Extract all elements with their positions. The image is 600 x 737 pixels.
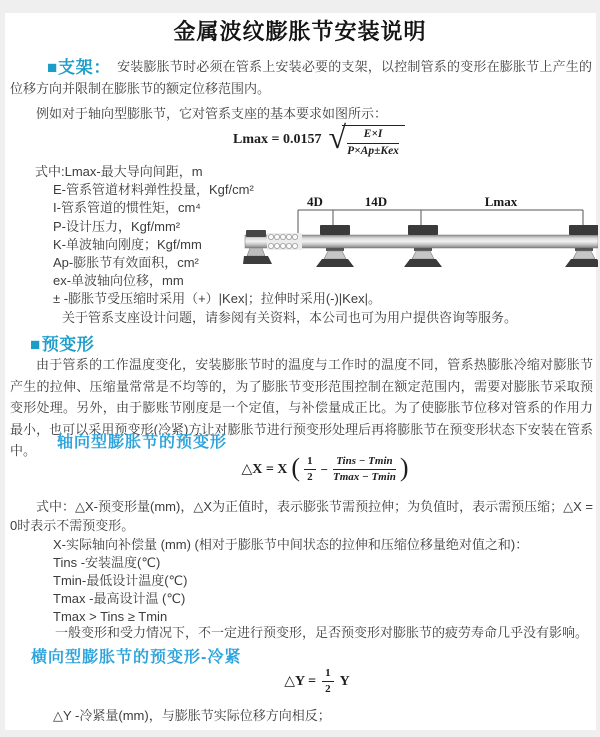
fraction-denominator: P×Ap±Kex <box>347 144 399 157</box>
dim-label-lmax: Lmax <box>484 194 518 209</box>
formula-rhs: Y <box>339 673 350 689</box>
lateral-formula <box>17 667 600 696</box>
fraction-denominator: 2 <box>325 683 331 696</box>
dim-label-4d: 4D <box>307 194 323 209</box>
page-margin-right <box>596 0 600 737</box>
sqrt-expression <box>328 119 405 159</box>
lateral-subheading: 横向型膨胀节的预变形-冷紧 <box>31 649 242 666</box>
fraction-numerator: E×I <box>347 128 399 144</box>
formula-fraction <box>347 128 399 159</box>
axial-formula <box>25 455 600 484</box>
formula-lhs: Lmax = 0.0157 <box>233 132 322 148</box>
definition-item: K-单波轴向刚度；Kgf/mm <box>53 236 202 252</box>
pipe-support-diagram <box>243 192 598 292</box>
fraction-numerator: 1 <box>322 667 334 682</box>
definition-item: P-设计压力，Kgf/mm² <box>53 218 181 234</box>
definition-item: Tins -安装温度(℃) <box>53 555 161 570</box>
definition-item: 式中:Lmax-最大导向间距，m <box>35 164 203 179</box>
predeform-section-heading <box>30 330 94 355</box>
support-example-line: 例如对于轴向型膨胀节，它对管系支座的基本要求如图所示： <box>36 106 388 121</box>
radicand <box>342 125 405 159</box>
definition-item: X-实际轴向补偿量 (mm) (相对于膨胀节中间状态的拉伸和压缩位移量绝对值之和)： <box>53 537 529 552</box>
fraction-denominator: Tmax − Tmin <box>333 471 396 484</box>
definition-item: ex-单波轴向位移，mm <box>53 273 184 289</box>
dim-label-14d: 14D <box>364 194 388 209</box>
minus-sign: − <box>320 461 328 477</box>
radical-sign-icon: √ <box>328 119 347 155</box>
temperature-fraction <box>333 455 396 484</box>
half-fraction <box>304 455 316 484</box>
close-paren: ) <box>399 453 409 483</box>
page-margin-bottom <box>0 730 600 737</box>
definition-item: E-管系管道材料弹性投量，Kgf/cm² <box>53 182 254 198</box>
definition-item: ± -膨胀节受压缩时采用（+）|Kex|；拉伸时采用(-)|Kex|。 <box>53 291 381 307</box>
definition-item: I-管系管道的惯性矩，cm⁴ <box>53 200 201 216</box>
lmax-formula <box>19 119 600 159</box>
axial-subheading: 轴向型膨胀节的预变形 <box>57 434 228 451</box>
page-title: 金属波纹膨胀节安装说明 <box>173 19 427 44</box>
axial-note: 一般变形和受力情况下，不一定进行预变形，足否预变形对膨胀节的疲劳寿命几乎没有影响。 <box>55 625 589 640</box>
support-intro-text: 安装膨胀节时必须在管系上安装必要的支架，以控制管系的变形在膨胀节上产生的位移方向并限制在膨胀节的额定位移范围内。 <box>10 59 592 96</box>
support-section-heading: 支架： <box>57 58 112 77</box>
axial-definitions-list <box>53 536 528 626</box>
bellows-icon <box>267 233 302 250</box>
predeform-paragraph: 由于管系的工作温度变化，安装膨胀节时的温度与工作时的温度不同，管系热膨胀冷缩对膨胀节产生的拉伸、压缩量常常是不均等的，为了膨胀节变形范围控制在额定范围内，需要对膨胀节采取预变形处理。另外，由于膨账节刚度是一个定值，与补偿量成正比。为了使膨胀节位移对管系的作用力最小，也可以采用预变形(冷紧)方让对膨胀节进行预变形处理后再将膨胀节在预变形状态下安装在管系中。 <box>10 357 593 458</box>
section-square-icon: ■ <box>30 335 41 354</box>
definition-item: Ap-膨胀节有效面积，cm² <box>53 254 199 270</box>
half-fraction <box>322 667 334 696</box>
page-margin-left <box>0 0 5 737</box>
page-margin-top <box>0 0 600 13</box>
definition-item: Tmax -最高设计温 (℃) <box>53 591 186 606</box>
fraction-numerator: 1 <box>304 455 316 470</box>
fraction-denominator: 2 <box>307 471 313 484</box>
support-intro-paragraph <box>10 56 592 99</box>
definition-item: Tmin-最低设计温度(℃) <box>53 573 188 588</box>
section-square-icon: ■ <box>47 58 58 77</box>
formula-lhs: △Y = <box>284 674 317 690</box>
open-paren: ( <box>291 453 301 483</box>
lateral-note: △Y -冷紧量(mm)，与膨胀节实际位移方向相反； <box>53 708 331 723</box>
fraction-numerator: Tins − Tmin <box>333 455 396 470</box>
definition-item: Tmax > Tins ≥ Tmin <box>53 609 168 624</box>
support-note: 关于管系支座设计问题，请参阅有关资料，本公司也可为用户提供咨询等服务。 <box>62 310 518 325</box>
formula-lhs: △X = X <box>241 462 288 478</box>
axial-formula-description: 式中：△X-预变形量(mm)，△X为正值时，表示膨张节需预拉伸；为负值时，表示需预压缩；△X = 0时表示不需预变形。 <box>10 499 593 533</box>
predeform-heading-text: 预变形 <box>41 335 95 354</box>
